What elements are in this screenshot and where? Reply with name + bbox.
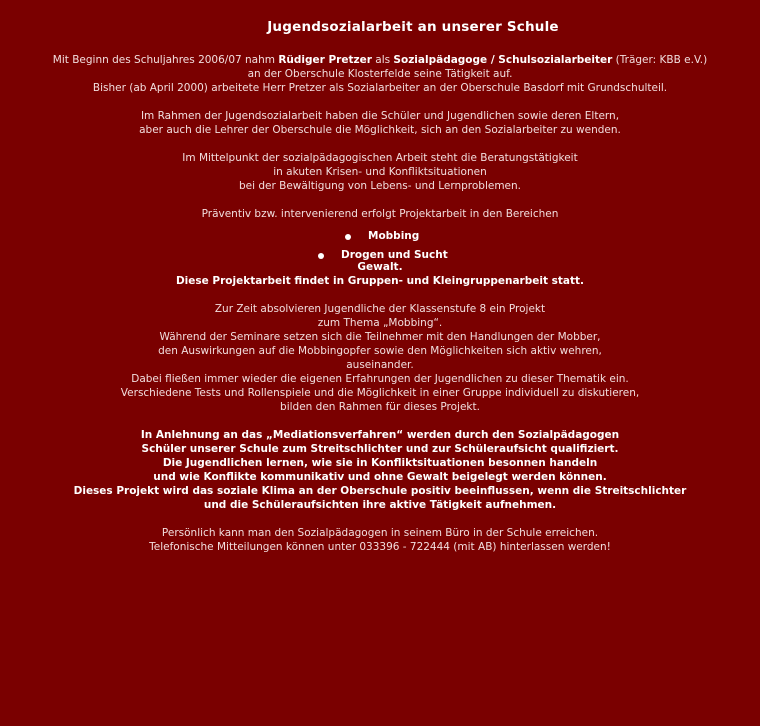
para5-line: bilden den Rahmen für dieses Projekt. <box>280 401 480 413</box>
para6-line: und die Schüleraufsichten ihre aktive Tätigkeit aufnehmen. <box>203 499 557 511</box>
para3-line: bei der Bewältigung von Lebens- und Lernproblemen. <box>238 180 522 192</box>
intro-line-2: an der Oberschule Klosterfelde seine Tätigkeit auf. <box>247 68 513 80</box>
gewalt-line: Gewalt. <box>357 261 403 273</box>
intro-text-1: Mit Beginn des Schuljahres 2006/07 nahm <box>52 54 279 66</box>
para5-line: Dabei fließen immer wieder die eigenen Erfahrungen der Jugendlichen zu dieser Thematik ein. <box>131 373 629 385</box>
para6-line: Schüler unserer Schule zum Streitschlichter und zur Schüleraufsicht qualifiziert. <box>141 443 619 455</box>
para3-line: in akuten Krisen- und Konfliktsituationen <box>273 166 487 178</box>
para5-line: Zur Zeit absolvieren Jugendliche der Klassenstufe 8 ein Projekt <box>214 303 546 315</box>
contact-line: Persönlich kann man den Sozialpädagogen in seinem Büro in der Schule erreichen. <box>161 527 599 539</box>
para5-line: den Auswirkungen auf die Mobbingopfer sowie den Möglichkeiten sich aktiv wehren, <box>158 345 602 357</box>
projects-summary: Diese Projektarbeit findet in Gruppen- und Kleingruppenarbeit statt. <box>175 275 585 287</box>
list-item <box>0 227 760 246</box>
page-title: Jugendsozialarbeit an unserer Schule <box>267 19 559 35</box>
projects-intro: Präventiv bzw. intervenierend erfolgt Projektarbeit in den Bereichen <box>201 208 559 220</box>
contact-line: Telefonische Mitteilungen können unter 033396 - 722444 (mit AB) hinterlassen werden! <box>149 541 611 553</box>
bullet-label: Mobbing <box>368 230 420 242</box>
intro-line-3: Bisher (ab April 2000) arbeitete Herr Pretzer als Sozialarbeiter an der Oberschule Basdorf mit Grundschulteil. <box>92 82 668 94</box>
para2-line: Im Rahmen der Jugendsozialarbeit haben die Schüler und Jugendlichen sowie deren Eltern, <box>140 110 620 122</box>
para6-line: In Anlehnung an das „Mediationsverfahren“ werden durch den Sozialpädagogen <box>140 429 620 441</box>
para5-line: auseinander. <box>346 359 414 371</box>
list-item <box>0 246 760 265</box>
bullet-icon <box>345 234 351 240</box>
person-role: Sozialpädagoge / Schulsozialarbeiter <box>393 54 613 66</box>
para5-line: Verschiedene Tests und Rollenspiele und die Möglichkeit in einer Gruppe individuell zu diskutieren, <box>120 387 640 399</box>
para6-line: und wie Konflikte kommunikativ und ohne Gewalt beigelegt werden können. <box>153 471 607 483</box>
intro-text-2: als <box>371 54 394 66</box>
para6-line: Die Jugendlichen lernen, wie sie in Konfliktsituationen besonnen handeln <box>162 457 598 469</box>
para2-line: aber auch die Lehrer der Oberschule die Möglichkeit, sich an den Sozialarbeiter zu wenden. <box>139 124 621 136</box>
person-name: Rüdiger Pretzer <box>278 54 372 66</box>
para5-line: zum Thema „Mobbing“. <box>317 317 443 329</box>
bullet-icon <box>318 253 324 259</box>
para6-line: Dieses Projekt wird das soziale Klima an der Oberschule positiv beeinflussen, wenn die Streitschlichter <box>73 485 687 497</box>
bullet-label: Drogen und Sucht <box>341 249 448 261</box>
article-body <box>0 53 760 554</box>
intro-text-3: (Träger: KBB e.V.) <box>612 54 708 66</box>
para3-line: Im Mittelpunkt der sozialpädagogischen Arbeit steht die Beratungstätigkeit <box>182 152 578 164</box>
para5-line: Während der Seminare setzen sich die Teilnehmer mit den Handlungen der Mobber, <box>159 331 601 343</box>
intro-paragraph <box>0 53 760 67</box>
